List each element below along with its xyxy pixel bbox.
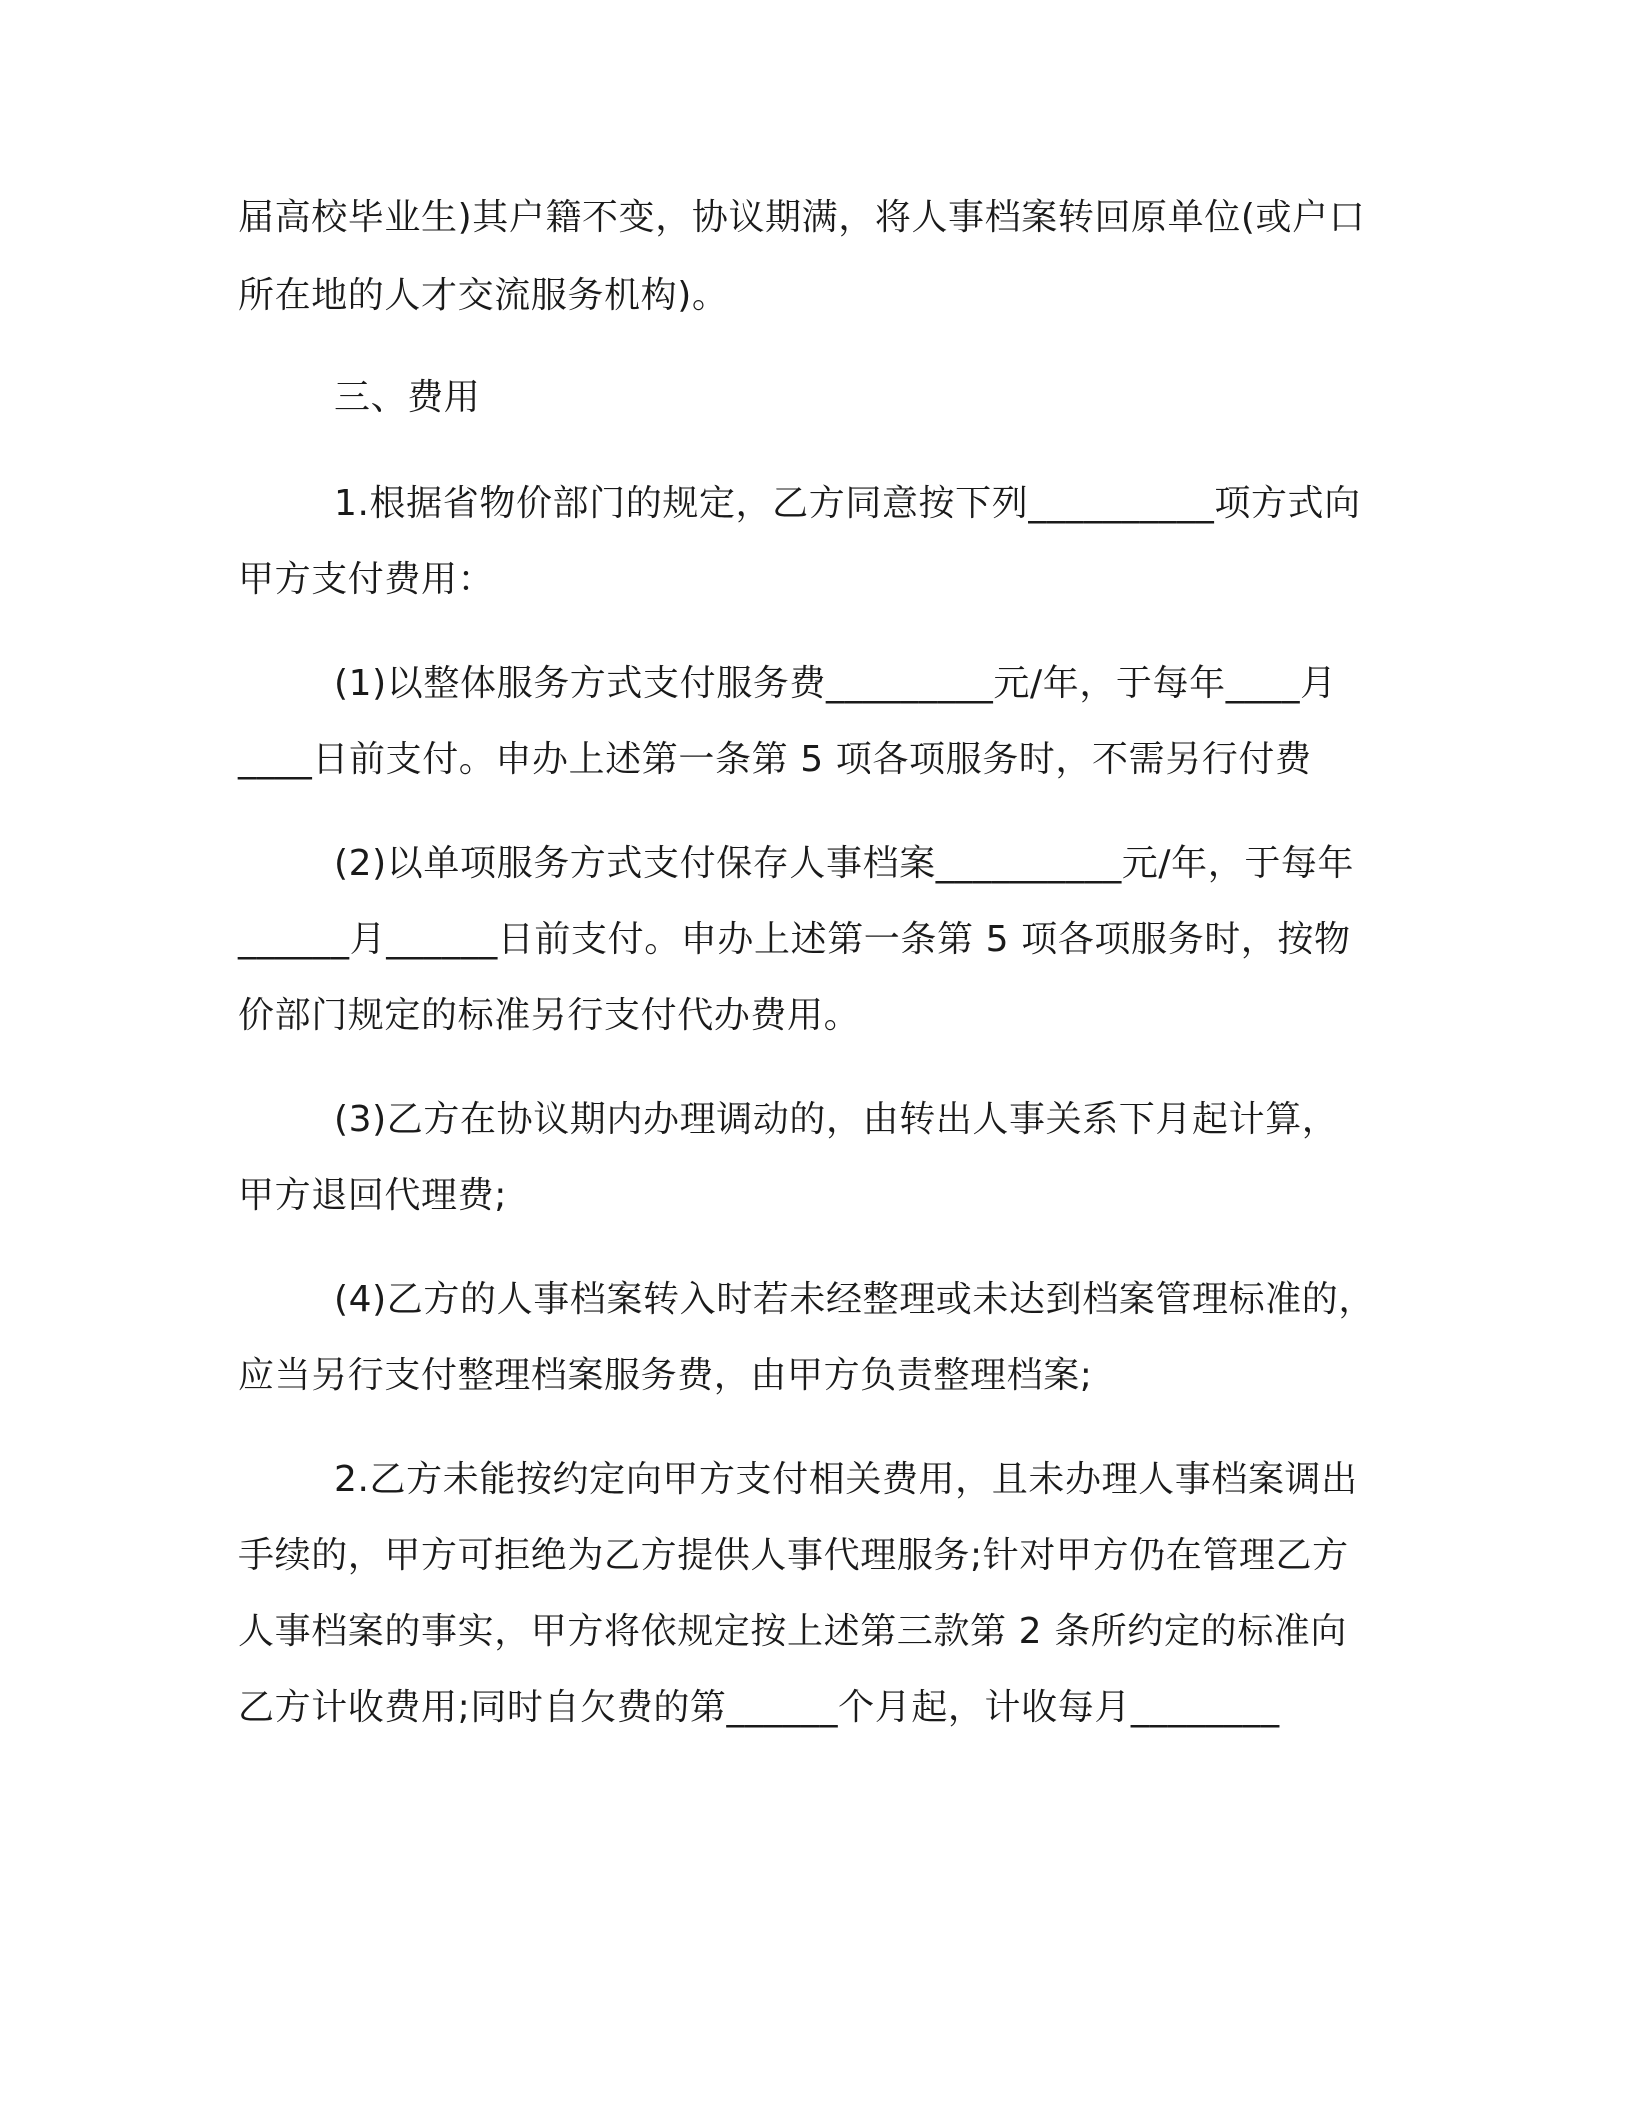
text-line-11: (3)乙方在协议期内办理调动的，由转出人事关系下月起计算， bbox=[334, 1099, 1339, 1140]
text-line-10: 价部门规定的标准另行支付代办费用。 bbox=[238, 995, 861, 1036]
text-line-16: 手续的，甲方可拒绝为乙方提供人事代理服务;针对甲方仍在管理乙方 bbox=[238, 1535, 1349, 1576]
text-line-15: 2.乙方未能按约定向甲方支付相关费用，且未办理人事档案调出 bbox=[334, 1459, 1358, 1500]
text-line-1: 届高校毕业生)其户籍不变，协议期满，将人事档案转回原单位(或户口 bbox=[238, 197, 1366, 238]
text-line-2: 所在地的人才交流服务机构)。 bbox=[238, 275, 729, 316]
section-heading-fees: 三、费用 bbox=[334, 377, 481, 418]
text-line-5: 甲方支付费用： bbox=[238, 559, 495, 600]
text-line-14: 应当另行支付整理档案服务费，由甲方负责整理档案; bbox=[238, 1355, 1093, 1396]
text-line-7: ____日前支付。申办上述第一条第 5 项各项服务时，不需另行付费 bbox=[238, 739, 1312, 780]
text-line-13: (4)乙方的人事档案转入时若未经整理或未达到档案管理标准的， bbox=[334, 1279, 1375, 1320]
text-line-9: ______月______日前支付。申办上述第一条第 5 项各项服务时，按物 bbox=[238, 919, 1351, 960]
text-line-18: 乙方计收费用;同时自欠费的第______个月起，计收每月________ bbox=[238, 1687, 1280, 1728]
text-line-12: 甲方退回代理费; bbox=[238, 1175, 507, 1216]
text-line-6: (1)以整体服务方式支付服务费_________元/年，于每年____月 bbox=[334, 663, 1337, 704]
text-line-4: 1.根据省物价部门的规定，乙方同意按下列__________项方式向 bbox=[334, 483, 1361, 524]
text-line-17: 人事档案的事实，甲方将依规定按上述第三款第 2 条所约定的标准向 bbox=[238, 1611, 1347, 1652]
text-line-8: (2)以单项服务方式支付保存人事档案__________元/年，于每年 bbox=[334, 843, 1355, 884]
